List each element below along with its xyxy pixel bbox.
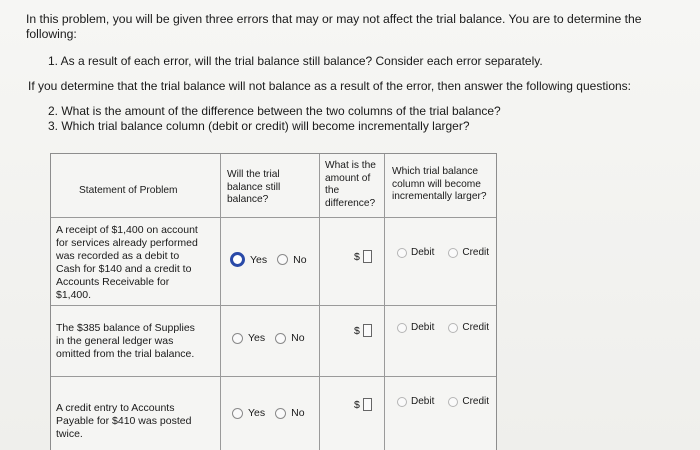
error-analysis-table: [50, 153, 497, 450]
row-2-no-radio[interactable]: [275, 333, 286, 344]
row-2-credit-radio[interactable]: [448, 323, 458, 333]
row-2-no-label: No: [291, 332, 305, 344]
row-2-amount: [354, 324, 372, 337]
row-2-column-options: [397, 322, 489, 333]
row-3-credit-radio[interactable]: [448, 397, 458, 407]
row-divider: [51, 217, 496, 218]
row-2-balance-options: [232, 332, 305, 344]
header-difference: What is the amount of the difference?: [325, 160, 376, 209]
header-column: Which trial balance column will become incrementally larger?: [392, 166, 487, 202]
row-3-amount-input[interactable]: [363, 398, 372, 411]
row-3-statement: A credit entry to Accounts Payable for $410 was posted twice.: [56, 402, 192, 440]
row-1-credit-label: Credit: [462, 247, 490, 258]
row-1-statement: A receipt of $1,400 on account for services already performed was recorded as a debit to Cash for $140 and a credit to Accounts Receivable for $1,400.: [56, 224, 198, 301]
row-1-amount: [354, 250, 372, 263]
currency-symbol: $: [354, 398, 360, 411]
row-3-amount: [354, 398, 372, 411]
currency-symbol: $: [354, 324, 360, 337]
column-divider: [384, 154, 385, 450]
row-2-debit-label: Debit: [411, 322, 435, 333]
row-3-debit-label: Debit: [411, 396, 435, 407]
row-2-yes-radio[interactable]: [232, 333, 243, 344]
row-2-credit-label: Credit: [462, 322, 490, 333]
row-1-yes-label: Yes: [250, 253, 268, 266]
row-divider: [51, 305, 496, 306]
row-3-debit-radio[interactable]: [397, 397, 407, 407]
row-1-no-radio[interactable]: [277, 254, 288, 265]
row-3-balance-options: [232, 407, 305, 419]
question-1: 1. As a result of each error, will the trial balance still balance? Consider each error separately.: [48, 54, 543, 68]
row-2-statement: The $385 balance of Supplies in the general ledger was omitted from the trial balance.: [56, 322, 195, 360]
header-statement: Statement of Problem: [79, 185, 178, 196]
row-1-amount-input[interactable]: [363, 250, 372, 263]
row-2-debit-radio[interactable]: [397, 323, 407, 333]
row-2-yes-label: Yes: [248, 332, 266, 344]
row-1-credit-radio[interactable]: [448, 248, 458, 258]
header-balance: Will the trial balance still balance?: [227, 169, 281, 205]
question-3: 3. Which trial balance column (debit or credit) will become incrementally larger?: [48, 119, 470, 133]
row-1-yes-radio[interactable]: [230, 252, 245, 267]
row-1-column-options: [397, 247, 489, 258]
question-2: 2. What is the amount of the difference between the two columns of the trial balance?: [48, 104, 501, 118]
intro-paragraph: In this problem, you will be given three errors that may or may not affect the trial balance. You are to determine the following:: [26, 12, 642, 41]
row-1-debit-label: Debit: [411, 247, 435, 258]
column-divider: [220, 154, 221, 450]
row-3-yes-label: Yes: [248, 407, 266, 419]
row-1-no-label: No: [293, 253, 307, 266]
row-2-amount-input[interactable]: [363, 324, 372, 337]
row-3-yes-radio[interactable]: [232, 408, 243, 419]
currency-symbol: $: [354, 250, 360, 263]
row-3-column-options: [397, 396, 489, 407]
row-1-balance-options: [230, 252, 307, 267]
column-divider: [319, 154, 320, 450]
row-3-credit-label: Credit: [462, 396, 490, 407]
row-divider: [51, 376, 496, 377]
row-3-no-label: No: [291, 407, 305, 419]
row-1-debit-radio[interactable]: [397, 248, 407, 258]
condition-text: If you determine that the trial balance will not balance as a result of the error, then answer the following questions:: [28, 79, 632, 93]
row-3-no-radio[interactable]: [275, 408, 286, 419]
